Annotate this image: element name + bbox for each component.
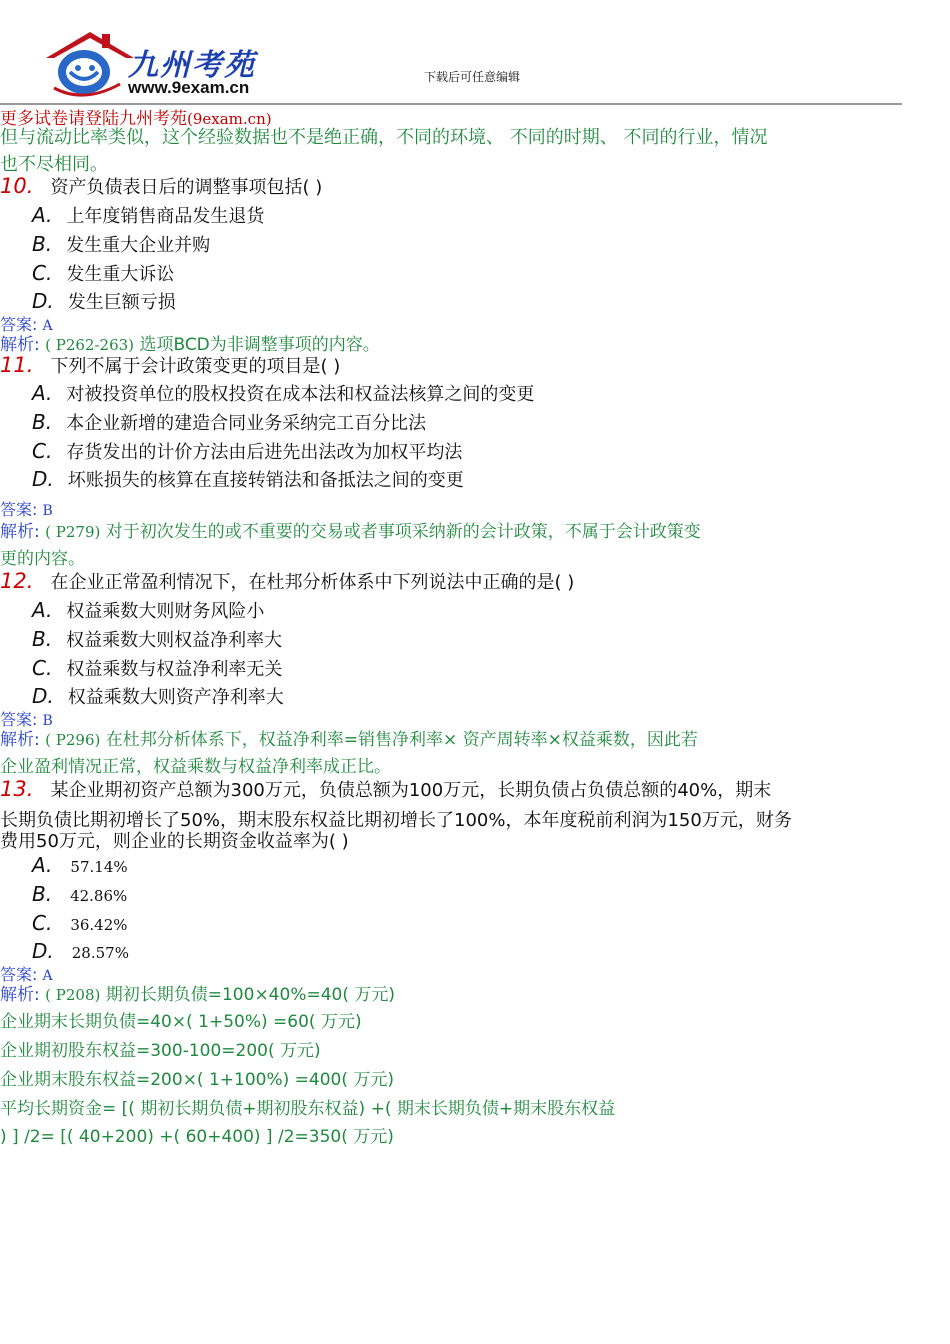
option-text: 坏账损失的核算在直接转销法和备抵法之间的变更 bbox=[67, 470, 464, 491]
calc-line: 企业期末股东权益=200×( 1+100%) =400( 万元) bbox=[0, 1070, 395, 1090]
question-number: 11. bbox=[0, 353, 34, 377]
option-letter: C. bbox=[32, 261, 53, 285]
option-letter: A. bbox=[32, 203, 53, 227]
option-letter: D. bbox=[32, 684, 54, 708]
analysis-ref: ( P279) bbox=[45, 523, 101, 541]
promo-text: 更多试卷请登陆九州考苑 bbox=[0, 109, 187, 129]
question-number: 12. bbox=[0, 569, 34, 593]
option-letter: D. bbox=[32, 289, 54, 313]
option bbox=[32, 202, 264, 228]
calc-line: 企业期初股东权益=300-100=200( 万元) bbox=[0, 1041, 321, 1061]
option-letter: C. bbox=[32, 439, 53, 463]
analysis-label: 解析: bbox=[0, 335, 40, 355]
question-text: 下列不属于会计政策变更的项目是( ) bbox=[50, 356, 341, 377]
option-text: 57.14% bbox=[70, 858, 128, 876]
option-text: 权益乘数与权益净利率无关 bbox=[66, 659, 283, 680]
analysis bbox=[0, 517, 701, 542]
analysis-text: 在杜邦分析体系下，权益净利率=销售净利率× 资产周转率×权益乘数，因此若 bbox=[105, 730, 698, 750]
option bbox=[32, 939, 129, 963]
option-letter: A. bbox=[32, 381, 53, 405]
option-letter: B. bbox=[32, 882, 53, 906]
analysis-text: 对于初次发生的或不重要的交易或者事项采纳新的会计政策，不属于会计政策变 bbox=[105, 522, 701, 542]
brand-name: 九州考苑 bbox=[128, 48, 256, 83]
intro-line: 但与流动比率类似，这个经验数据也不是绝正确，不同的环境、 不同的时期、 不同的行业，情况 bbox=[0, 127, 768, 148]
answer-value: B bbox=[42, 503, 53, 519]
option-letter: B. bbox=[32, 627, 53, 651]
site-url: www.9exam.cn bbox=[128, 78, 250, 97]
option bbox=[32, 288, 176, 314]
analysis-ref: ( P208) bbox=[45, 986, 101, 1004]
option-text: 本企业新增的建造合同业务采纳完工百分比法 bbox=[66, 413, 427, 434]
question-10 bbox=[0, 173, 322, 199]
analysis-line: 企业盈利情况正常，权益乘数与权益净利率成正比。 bbox=[0, 757, 391, 777]
option bbox=[32, 911, 128, 935]
option-text: 权益乘数大则权益净利率大 bbox=[66, 630, 283, 651]
option bbox=[32, 231, 210, 257]
option-letter: D. bbox=[32, 939, 54, 963]
option bbox=[32, 626, 282, 652]
option bbox=[32, 683, 284, 709]
analysis bbox=[0, 725, 698, 750]
answer-value: A bbox=[42, 968, 53, 984]
analysis-label: 解析: bbox=[0, 522, 40, 542]
option-text: 权益乘数大则财务风险小 bbox=[66, 601, 265, 622]
option bbox=[32, 438, 462, 464]
answer-label: 答案: bbox=[0, 500, 38, 519]
analysis bbox=[0, 980, 395, 1005]
option bbox=[32, 380, 534, 406]
answer-value: B bbox=[42, 713, 53, 729]
option-text: 权益乘数大则资产净利率大 bbox=[67, 687, 284, 708]
question-text: 在企业正常盈利情况下，在杜邦分析体系中下列说法中正确的是( ) bbox=[50, 572, 575, 593]
question-12 bbox=[0, 568, 574, 594]
question-11 bbox=[0, 352, 340, 378]
option-text: 发生重大诉讼 bbox=[66, 264, 175, 285]
calc-line: ) ] /2= [( 40+200) +( 60+400) ] /2=350( 万元) bbox=[0, 1127, 394, 1147]
option-letter: A. bbox=[32, 853, 53, 877]
analysis-text: 期初长期负债=100×40%=40( 万元) bbox=[105, 985, 396, 1005]
option-text: 28.57% bbox=[71, 944, 129, 962]
analysis-ref: ( P262-263) bbox=[45, 336, 135, 354]
option-letter: A. bbox=[32, 598, 53, 622]
option-text: 上年度销售商品发生退货 bbox=[66, 206, 265, 227]
calc-line: 企业期末长期负债=40×( 1+50%) =60( 万元) bbox=[0, 1012, 362, 1032]
option-letter: B. bbox=[32, 232, 53, 256]
question-text: 某企业期初资产总额为300万元，负债总额为100万元，长期负债占负债总额的40%，期末 bbox=[50, 780, 772, 801]
question-text-line: 费用50万元，则企业的长期资金收益率为( ) bbox=[0, 831, 349, 852]
analysis-ref: ( P296) bbox=[45, 731, 101, 749]
question-number: 13. bbox=[0, 777, 34, 801]
option-text: 42.86% bbox=[70, 887, 128, 905]
option-letter: C. bbox=[32, 911, 53, 935]
header-note: 下载后可任意编辑 bbox=[424, 70, 521, 84]
promo-url: (9exam.cn) bbox=[187, 110, 272, 128]
answer-label: 答案: bbox=[0, 965, 38, 984]
analysis-line: 更的内容。 bbox=[0, 549, 85, 569]
question-text-line: 长期负债比期初增长了50%，期末股东权益比期初增长了100%，本年度税前利润为150万元，财务 bbox=[0, 810, 792, 831]
option-letter: B. bbox=[32, 410, 53, 434]
option-text: 36.42% bbox=[70, 916, 128, 934]
option bbox=[32, 655, 282, 681]
option bbox=[32, 597, 264, 623]
option bbox=[32, 853, 128, 877]
option bbox=[32, 260, 174, 286]
option bbox=[32, 466, 464, 492]
option bbox=[32, 882, 127, 906]
option-text: 发生巨额亏损 bbox=[67, 292, 176, 313]
question-13 bbox=[0, 776, 771, 802]
house-logo-icon bbox=[40, 28, 140, 100]
analysis-label: 解析: bbox=[0, 985, 40, 1005]
option-text: 对被投资单位的股权投资在成本法和权益法核算之间的变更 bbox=[66, 384, 535, 405]
option-text: 存货发出的计价方法由后进先出法改为加权平均法 bbox=[66, 442, 463, 463]
option-text: 发生重大企业并购 bbox=[66, 235, 211, 256]
answer-label: 答案: bbox=[0, 710, 38, 729]
question-number: 10. bbox=[0, 174, 34, 198]
option bbox=[32, 409, 426, 435]
answer-label: 答案: bbox=[0, 315, 38, 334]
analysis-label: 解析: bbox=[0, 730, 40, 750]
option-letter: C. bbox=[32, 656, 53, 680]
analysis-text: 选项BCD为非调整事项的内容。 bbox=[139, 335, 380, 355]
question-text: 资产负债表日后的调整事项包括( ) bbox=[50, 177, 323, 198]
answer-value: A bbox=[42, 318, 53, 334]
option-letter: D. bbox=[32, 467, 54, 491]
intro-line: 也不尽相同。 bbox=[0, 154, 108, 175]
calc-line: 平均长期资金= [( 期初长期负债+期初股东权益) +( 期末长期负债+期末股东权益 bbox=[0, 1099, 616, 1119]
